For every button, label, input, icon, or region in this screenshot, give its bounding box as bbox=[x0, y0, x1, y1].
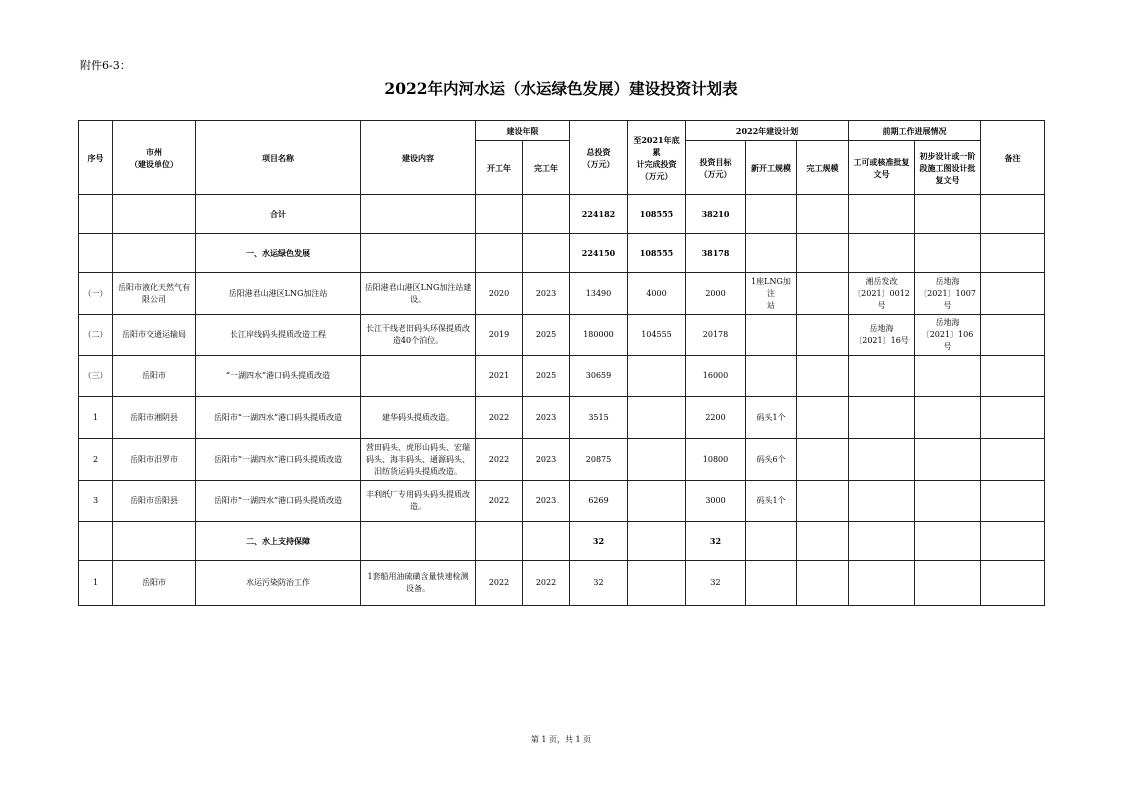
investment-plan-table bbox=[78, 120, 1045, 606]
cell-seq: 2 bbox=[79, 439, 113, 481]
cell-end-year: 2023 bbox=[523, 481, 570, 522]
cell-done-scale bbox=[797, 522, 849, 561]
cell-remark bbox=[981, 234, 1045, 273]
header-row-1 bbox=[79, 121, 1045, 141]
cell-content bbox=[361, 522, 476, 561]
cell-seq: （一） bbox=[79, 273, 113, 315]
cell-done-scale bbox=[797, 397, 849, 439]
cell-end-year: 2022 bbox=[523, 561, 570, 606]
cell-total: 30659 bbox=[570, 356, 628, 397]
page-title: 2022年内河水运（水运绿色发展）建设投资计划表 bbox=[384, 79, 738, 98]
cell-name: 长江岸线码头提质改造工程 bbox=[196, 315, 361, 356]
cell-seq bbox=[79, 522, 113, 561]
header-target: 投资目标 （万元） bbox=[686, 141, 746, 195]
cell-city bbox=[113, 522, 196, 561]
cell-city: 岳阳市交通运输局 bbox=[113, 315, 196, 356]
table-row bbox=[79, 356, 1045, 397]
cell-city bbox=[113, 234, 196, 273]
cell-done-scale bbox=[797, 195, 849, 234]
cell-name: 岳阳港君山港区LNG加注站 bbox=[196, 273, 361, 315]
cell-content: 营田码头、虎形山码头、宏瑞 码头、海丰码头、通源码头、 汨纺货运码头提质改造。 bbox=[361, 439, 476, 481]
cell-start-year: 2019 bbox=[476, 315, 523, 356]
cell-content bbox=[361, 195, 476, 234]
cell-content: 长江干线老旧码头环保提质改 造40个泊位。 bbox=[361, 315, 476, 356]
table-row bbox=[79, 439, 1045, 481]
cell-target: 20178 bbox=[686, 315, 746, 356]
header-end-year: 完工年 bbox=[523, 141, 570, 195]
cell-completed: 108555 bbox=[628, 234, 686, 273]
cell-name: “一湖四水”港口码头提质改造 bbox=[196, 356, 361, 397]
header-completed: 至2021年底累 计完成投资 （万元） bbox=[628, 121, 686, 195]
header-new-scale: 新开工规模 bbox=[746, 141, 797, 195]
cell-start-year bbox=[476, 234, 523, 273]
cell-total: 224150 bbox=[570, 234, 628, 273]
cell-end-year: 2025 bbox=[523, 356, 570, 397]
cell-end-year bbox=[523, 195, 570, 234]
cell-start-year bbox=[476, 522, 523, 561]
cell-seq: 1 bbox=[79, 561, 113, 606]
cell-target: 2200 bbox=[686, 397, 746, 439]
cell-done-scale bbox=[797, 481, 849, 522]
cell-new-scale: 码头1个 bbox=[746, 397, 797, 439]
cell-done-scale bbox=[797, 315, 849, 356]
cell-city: 岳阳市岳阳县 bbox=[113, 481, 196, 522]
table-row bbox=[79, 522, 1045, 561]
cell-design: 岳地海 〔2021〕106号 bbox=[915, 315, 981, 356]
cell-approval bbox=[849, 397, 915, 439]
cell-city: 岳阳市湘阴县 bbox=[113, 397, 196, 439]
cell-target: 16000 bbox=[686, 356, 746, 397]
table-row bbox=[79, 273, 1045, 315]
cell-new-scale bbox=[746, 561, 797, 606]
cell-total: 6269 bbox=[570, 481, 628, 522]
cell-done-scale bbox=[797, 439, 849, 481]
cell-remark bbox=[981, 439, 1045, 481]
cell-completed bbox=[628, 397, 686, 439]
cell-name: 水运污染防治工作 bbox=[196, 561, 361, 606]
cell-city: 岳阳市 bbox=[113, 561, 196, 606]
cell-approval bbox=[849, 481, 915, 522]
cell-city bbox=[113, 195, 196, 234]
cell-target: 38210 bbox=[686, 195, 746, 234]
cell-remark bbox=[981, 195, 1045, 234]
cell-start-year: 2020 bbox=[476, 273, 523, 315]
cell-new-scale bbox=[746, 356, 797, 397]
header-approval: 工可或核准批复 文号 bbox=[849, 141, 915, 195]
cell-name: 岳阳市“一湖四水”港口码头提质改造 bbox=[196, 397, 361, 439]
cell-approval: 湘岳发改 〔2021〕0012号 bbox=[849, 273, 915, 315]
cell-end-year: 2023 bbox=[523, 439, 570, 481]
header-period: 建设年限 bbox=[476, 121, 570, 141]
cell-end-year bbox=[523, 522, 570, 561]
page-footer: 第 1 页，共 1 页 bbox=[530, 735, 592, 744]
cell-city: 岳阳市液化天然气有 限公司 bbox=[113, 273, 196, 315]
cell-remark bbox=[981, 315, 1045, 356]
cell-content: 岳阳港君山港区LNG加注站建 设。 bbox=[361, 273, 476, 315]
cell-completed bbox=[628, 522, 686, 561]
cell-city: 岳阳市汨罗市 bbox=[113, 439, 196, 481]
header-plan2022: 2022年建设计划 bbox=[686, 121, 849, 141]
cell-approval bbox=[849, 356, 915, 397]
cell-design bbox=[915, 522, 981, 561]
cell-content bbox=[361, 356, 476, 397]
header-progress: 前期工作进展情况 bbox=[849, 121, 981, 141]
table-row bbox=[79, 481, 1045, 522]
cell-design bbox=[915, 356, 981, 397]
cell-total: 20875 bbox=[570, 439, 628, 481]
cell-new-scale: 1座LNG加注 站 bbox=[746, 273, 797, 315]
cell-approval bbox=[849, 195, 915, 234]
cell-start-year: 2022 bbox=[476, 561, 523, 606]
cell-remark bbox=[981, 561, 1045, 606]
cell-seq bbox=[79, 195, 113, 234]
cell-new-scale bbox=[746, 315, 797, 356]
cell-end-year bbox=[523, 234, 570, 273]
cell-name: 岳阳市“一湖四水”港口码头提质改造 bbox=[196, 439, 361, 481]
cell-done-scale bbox=[797, 561, 849, 606]
cell-seq: 3 bbox=[79, 481, 113, 522]
cell-approval bbox=[849, 439, 915, 481]
cell-end-year: 2025 bbox=[523, 315, 570, 356]
cell-new-scale bbox=[746, 234, 797, 273]
table-row bbox=[79, 561, 1045, 606]
cell-approval bbox=[849, 234, 915, 273]
header-done-scale: 完工规模 bbox=[797, 141, 849, 195]
cell-new-scale bbox=[746, 522, 797, 561]
header-seq: 序号 bbox=[79, 121, 113, 195]
cell-name: 合计 bbox=[196, 195, 361, 234]
cell-design bbox=[915, 195, 981, 234]
cell-completed: 4000 bbox=[628, 273, 686, 315]
cell-seq bbox=[79, 234, 113, 273]
cell-target: 3000 bbox=[686, 481, 746, 522]
cell-start-year: 2021 bbox=[476, 356, 523, 397]
cell-design: 岳地海 〔2021〕1007号 bbox=[915, 273, 981, 315]
cell-completed: 108555 bbox=[628, 195, 686, 234]
cell-approval bbox=[849, 522, 915, 561]
header-start-year: 开工年 bbox=[476, 141, 523, 195]
cell-completed bbox=[628, 561, 686, 606]
table-row bbox=[79, 397, 1045, 439]
cell-total: 32 bbox=[570, 561, 628, 606]
table-body bbox=[79, 195, 1045, 606]
cell-new-scale bbox=[746, 195, 797, 234]
cell-name: 二、水上支持保障 bbox=[196, 522, 361, 561]
cell-end-year: 2023 bbox=[523, 397, 570, 439]
cell-name: 一、水运绿色发展 bbox=[196, 234, 361, 273]
cell-design bbox=[915, 561, 981, 606]
cell-content: 建华码头提质改造。 bbox=[361, 397, 476, 439]
header-name: 项目名称 bbox=[196, 121, 361, 195]
cell-completed bbox=[628, 356, 686, 397]
cell-city: 岳阳市 bbox=[113, 356, 196, 397]
cell-content: 1套船用油硫磺含量快速检测 设备。 bbox=[361, 561, 476, 606]
cell-remark bbox=[981, 481, 1045, 522]
cell-design bbox=[915, 234, 981, 273]
cell-target: 38178 bbox=[686, 234, 746, 273]
cell-total: 180000 bbox=[570, 315, 628, 356]
cell-completed bbox=[628, 439, 686, 481]
cell-start-year: 2022 bbox=[476, 397, 523, 439]
cell-new-scale: 码头6个 bbox=[746, 439, 797, 481]
cell-target: 2000 bbox=[686, 273, 746, 315]
table-row bbox=[79, 315, 1045, 356]
cell-design bbox=[915, 397, 981, 439]
cell-total: 32 bbox=[570, 522, 628, 561]
cell-new-scale: 码头1个 bbox=[746, 481, 797, 522]
cell-total: 224182 bbox=[570, 195, 628, 234]
cell-target: 32 bbox=[686, 561, 746, 606]
cell-total: 13490 bbox=[570, 273, 628, 315]
cell-start-year bbox=[476, 195, 523, 234]
cell-start-year: 2022 bbox=[476, 481, 523, 522]
cell-remark bbox=[981, 397, 1045, 439]
cell-done-scale bbox=[797, 234, 849, 273]
cell-remark bbox=[981, 273, 1045, 315]
cell-done-scale bbox=[797, 356, 849, 397]
cell-remark bbox=[981, 522, 1045, 561]
header-city: 市州 （建设单位） bbox=[113, 121, 196, 195]
annex-label: 附件6-3： bbox=[80, 59, 131, 72]
cell-total: 3515 bbox=[570, 397, 628, 439]
table-row bbox=[79, 195, 1045, 234]
cell-start-year: 2022 bbox=[476, 439, 523, 481]
cell-completed bbox=[628, 481, 686, 522]
cell-design bbox=[915, 481, 981, 522]
cell-seq: （二） bbox=[79, 315, 113, 356]
header-total: 总投资 （万元） bbox=[570, 121, 628, 195]
cell-completed: 104555 bbox=[628, 315, 686, 356]
cell-done-scale bbox=[797, 273, 849, 315]
cell-target: 32 bbox=[686, 522, 746, 561]
cell-design bbox=[915, 439, 981, 481]
header-remark: 备注 bbox=[981, 121, 1045, 195]
cell-name: 岳阳市“一湖四水”港口码头提质改造 bbox=[196, 481, 361, 522]
cell-target: 10800 bbox=[686, 439, 746, 481]
cell-remark bbox=[981, 356, 1045, 397]
header-design: 初步设计或一阶 段施工图设计批 复文号 bbox=[915, 141, 981, 195]
table-row bbox=[79, 234, 1045, 273]
cell-end-year: 2023 bbox=[523, 273, 570, 315]
cell-content bbox=[361, 234, 476, 273]
cell-approval bbox=[849, 561, 915, 606]
cell-content: 丰利纸厂专用码头码头提质改 造。 bbox=[361, 481, 476, 522]
cell-seq: （三） bbox=[79, 356, 113, 397]
header-content: 建设内容 bbox=[361, 121, 476, 195]
cell-seq: 1 bbox=[79, 397, 113, 439]
cell-approval: 岳地海 〔2021〕16号 bbox=[849, 315, 915, 356]
